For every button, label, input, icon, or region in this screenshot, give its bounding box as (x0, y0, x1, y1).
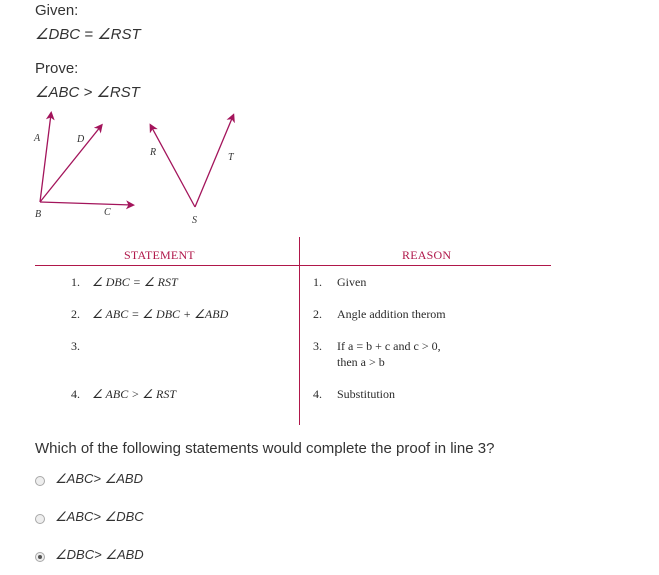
answer-option-1[interactable] (35, 470, 235, 490)
reason-4: Substitution (337, 387, 396, 401)
answer-option-2[interactable] (35, 508, 235, 528)
angle-figure (0, 0, 659, 240)
reason-num-3: 3. (313, 339, 322, 353)
radio-option-3[interactable] (35, 552, 45, 562)
reason-num-4: 4. (313, 387, 322, 401)
radio-option-2[interactable] (35, 514, 45, 524)
header-reason: REASON (402, 248, 452, 262)
answer-option-3[interactable] (35, 546, 235, 566)
ray-ba (40, 114, 51, 202)
reason-num-1: 1. (313, 275, 322, 289)
ray-sr (151, 126, 195, 207)
point-b: B (35, 209, 42, 220)
statement-2: ∠ ABC = ∠ DBC + ∠ABD (92, 307, 229, 321)
point-r: R (150, 147, 157, 158)
given-label: Given: (35, 2, 79, 19)
ray-bc (40, 202, 132, 205)
statement-num-1: 1. (71, 275, 80, 289)
prove-statement: ∠ABC > ∠RST (35, 84, 140, 101)
given-statement: ∠DBC = ∠RST (35, 26, 141, 43)
point-a: A (34, 133, 41, 144)
point-c: C (104, 207, 111, 218)
point-s: S (192, 215, 197, 226)
answer-option-3-label: ∠DBC> ∠ABD (55, 547, 144, 562)
answer-option-1-label: ∠ABC> ∠ABD (55, 471, 143, 486)
statement-4: ∠ ABC > ∠ RST (92, 387, 177, 401)
prove-label: Prove: (35, 60, 79, 77)
statement-num-4: 4. (71, 387, 80, 401)
statement-num-2: 2. (71, 307, 80, 321)
answer-option-2-label: ∠ABC> ∠DBC (55, 509, 144, 524)
statement-num-3: 3. (71, 339, 80, 353)
reason-num-2: 2. (313, 307, 322, 321)
header-statement: STATEMENT (124, 248, 195, 262)
question-text: Which of the following statements would complete the proof in line 3? (35, 440, 495, 457)
statement-1: ∠ DBC = ∠ RST (92, 275, 178, 289)
ray-bd (40, 126, 101, 202)
table-column-divider (299, 237, 300, 425)
reason-2: Angle addition therom (337, 307, 446, 321)
reason-3-line1: If a = b + c and c > 0, (337, 339, 441, 353)
table-header-rule (35, 265, 551, 266)
reason-3-line2: then a > b (337, 355, 385, 369)
radio-option-1[interactable] (35, 476, 45, 486)
reason-1: Given (337, 275, 367, 289)
point-t: T (228, 152, 234, 163)
point-d: D (77, 134, 85, 145)
